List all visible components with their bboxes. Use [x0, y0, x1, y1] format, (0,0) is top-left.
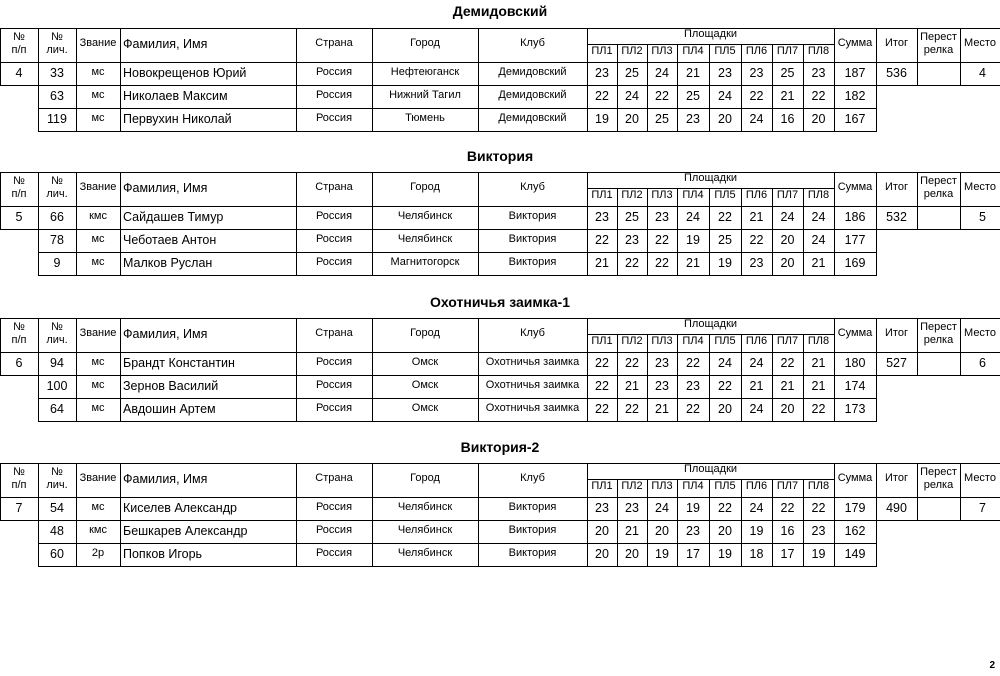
city: Магнитогорск — [390, 256, 460, 268]
site-score: 22 — [686, 356, 700, 370]
header-site-label: ПЛ1 — [591, 335, 613, 347]
country: Россия — [315, 256, 353, 268]
header-label: Клуб — [520, 472, 545, 484]
license-number: 63 — [50, 89, 64, 103]
header-site-label: ПЛ1 — [591, 189, 613, 201]
site-score: 23 — [686, 379, 700, 393]
site-score: 22 — [718, 379, 732, 393]
city: Нижний Тагил — [389, 89, 461, 101]
team-total: 536 — [886, 66, 907, 80]
header-label: Итог — [885, 472, 908, 484]
header-site-label: ПЛ8 — [807, 335, 830, 347]
header-site-label: ПЛ8 — [807, 45, 830, 57]
site-score: 21 — [625, 379, 639, 393]
site-score: 20 — [780, 233, 795, 247]
site-score: 20 — [811, 112, 826, 126]
header-label: Страна — [315, 327, 353, 339]
athlete-name: Зернов Василий — [123, 379, 219, 393]
site-score: 19 — [595, 112, 609, 126]
header-site-label: ПЛ2 — [621, 45, 643, 57]
header-site-label: ПЛ5 — [714, 480, 736, 492]
header-label: Площадки — [683, 318, 738, 330]
site-score: 22 — [718, 501, 732, 515]
header-label: Сумма — [837, 181, 873, 193]
country: Россия — [315, 233, 353, 245]
city: Челябинск — [397, 210, 453, 222]
site-score: 21 — [595, 256, 609, 270]
rank: мс — [91, 112, 105, 124]
team-number: 4 — [15, 66, 23, 80]
site-score: 23 — [811, 66, 826, 80]
city: Челябинск — [397, 501, 453, 513]
site-score: 25 — [718, 233, 732, 247]
club: Демидовский — [498, 112, 567, 124]
shootoff — [917, 502, 960, 516]
header-site-label: ПЛ1 — [591, 480, 613, 492]
license-number: 60 — [50, 547, 64, 561]
score-sum: 182 — [844, 89, 866, 103]
score-sum: 187 — [844, 66, 866, 80]
team-title: Охотничья заимка-1 — [429, 294, 570, 310]
score-sum: 179 — [844, 501, 866, 515]
header-label: Звание — [79, 472, 117, 484]
site-score: 21 — [749, 379, 764, 393]
header-label: Город — [410, 472, 440, 484]
site-score: 23 — [686, 112, 700, 126]
site-score: 24 — [655, 66, 669, 80]
place: 7 — [979, 501, 986, 515]
license-number: 9 — [53, 256, 61, 270]
header-label: Сумма — [837, 37, 873, 49]
header-label: Страна — [315, 181, 353, 193]
license-number: 48 — [50, 524, 64, 538]
header-label: Фамилия, Имя — [123, 472, 208, 486]
site-score: 24 — [749, 356, 764, 370]
site-score: 25 — [655, 112, 669, 126]
site-score: 20 — [625, 547, 639, 561]
score-sum: 167 — [844, 112, 866, 126]
site-score: 16 — [780, 112, 795, 126]
site-score: 23 — [595, 501, 609, 515]
header-label: Итог — [885, 37, 908, 49]
site-score: 21 — [686, 256, 700, 270]
site-score: 23 — [595, 66, 609, 80]
header-label: Итог — [885, 181, 908, 193]
site-score: 22 — [686, 402, 700, 416]
rank: кмс — [89, 210, 107, 222]
header-site-label: ПЛ4 — [682, 335, 704, 347]
header-site-label: ПЛ3 — [651, 189, 673, 201]
site-score: 19 — [718, 547, 732, 561]
header-site-label: ПЛ2 — [621, 335, 643, 347]
license-number: 78 — [50, 233, 64, 247]
club: Виктория — [508, 547, 557, 559]
site-score: 19 — [718, 256, 732, 270]
header-label: Сумма — [837, 327, 873, 339]
site-score: 20 — [780, 402, 795, 416]
athlete-name: Новокрещенов Юрий — [123, 66, 247, 80]
header-label: Площадки — [683, 172, 738, 184]
site-score: 21 — [811, 256, 826, 270]
rank: мс — [91, 356, 105, 368]
site-score: 23 — [595, 210, 609, 224]
site-score: 21 — [780, 379, 795, 393]
score-sum: 173 — [844, 402, 866, 416]
site-score: 20 — [718, 402, 732, 416]
team-number: 6 — [15, 356, 23, 370]
site-score: 22 — [655, 256, 669, 270]
header-label: Перест релка — [920, 466, 957, 491]
site-score: 20 — [625, 112, 639, 126]
site-score: 17 — [686, 547, 700, 561]
athlete-name: Николаев Максим — [123, 89, 228, 103]
header-site-label: ПЛ2 — [621, 480, 643, 492]
site-score: 20 — [718, 524, 732, 538]
club: Демидовский — [498, 89, 567, 101]
site-score: 19 — [749, 524, 764, 538]
site-score: 24 — [718, 356, 732, 370]
score-sum: 174 — [844, 379, 866, 393]
header-label: Место — [964, 327, 996, 339]
site-score: 22 — [625, 256, 639, 270]
header-site-label: ПЛ4 — [682, 189, 704, 201]
site-score: 20 — [780, 256, 795, 270]
site-score: 25 — [625, 210, 639, 224]
shootoff — [917, 211, 960, 225]
license-number: 64 — [50, 402, 64, 416]
city: Омск — [411, 402, 439, 414]
header-label: № п/п — [11, 175, 27, 200]
site-score: 22 — [595, 356, 609, 370]
header-label: Звание — [79, 37, 117, 49]
site-score: 25 — [686, 89, 700, 103]
header-site-label: ПЛ5 — [714, 189, 736, 201]
site-score: 22 — [749, 233, 764, 247]
header-label: Страна — [315, 472, 353, 484]
site-score: 21 — [655, 402, 669, 416]
site-score: 23 — [686, 524, 700, 538]
page-number: 2 — [989, 660, 995, 671]
team-title: Виктория — [466, 148, 534, 164]
site-score: 19 — [811, 547, 826, 561]
header-site-label: ПЛ3 — [651, 335, 673, 347]
header-site-label: ПЛ6 — [745, 335, 768, 347]
team-number: 5 — [15, 210, 23, 224]
site-score: 23 — [655, 379, 669, 393]
site-score: 22 — [780, 356, 795, 370]
header-label: Площадки — [683, 28, 738, 40]
header-label: Город — [410, 327, 440, 339]
athlete-name: Малков Руслан — [123, 256, 213, 270]
header-site-label: ПЛ8 — [807, 189, 830, 201]
country: Россия — [315, 66, 353, 78]
header-site-label: ПЛ5 — [714, 45, 736, 57]
site-score: 21 — [625, 524, 639, 538]
header-label: № п/п — [11, 466, 27, 491]
site-score: 24 — [749, 112, 764, 126]
header-label: Клуб — [520, 37, 545, 49]
header-label: № п/п — [11, 321, 27, 346]
header-label: Перест релка — [920, 321, 957, 346]
country: Россия — [315, 379, 353, 391]
club: Охотничья заимка — [485, 402, 580, 414]
header-site-label: ПЛ3 — [651, 480, 673, 492]
header-label: Место — [964, 472, 996, 484]
club: Виктория — [508, 524, 557, 536]
rank: мс — [91, 379, 105, 391]
country: Россия — [315, 210, 353, 222]
site-score: 23 — [625, 233, 639, 247]
header-label: Место — [964, 181, 996, 193]
site-score: 23 — [625, 501, 639, 515]
site-score: 24 — [780, 210, 795, 224]
header-label: Фамилия, Имя — [123, 181, 208, 195]
header-label: № лич. — [46, 31, 68, 56]
header-site-label: ПЛ6 — [745, 45, 768, 57]
site-score: 23 — [749, 66, 764, 80]
site-score: 22 — [749, 89, 764, 103]
team-total: 532 — [886, 210, 907, 224]
score-sum: 177 — [844, 233, 866, 247]
header-label: Город — [410, 181, 440, 193]
header-label: Клуб — [520, 181, 545, 193]
country: Россия — [315, 524, 353, 536]
site-score: 22 — [811, 402, 826, 416]
site-score: 22 — [811, 89, 826, 103]
site-score: 21 — [749, 210, 764, 224]
site-score: 24 — [811, 210, 826, 224]
athlete-name: Авдошин Артем — [123, 402, 216, 416]
header-label: Звание — [79, 327, 117, 339]
rank: мс — [91, 256, 105, 268]
site-score: 22 — [595, 89, 609, 103]
site-score: 20 — [595, 547, 609, 561]
header-label: Фамилия, Имя — [123, 327, 208, 341]
place: 4 — [979, 66, 986, 80]
site-score: 17 — [780, 547, 795, 561]
header-site-label: ПЛ6 — [745, 189, 768, 201]
city: Тюмень — [405, 112, 445, 124]
site-score: 20 — [655, 524, 669, 538]
score-sum: 149 — [844, 547, 866, 561]
rank: 2р — [91, 547, 105, 559]
header-site-label: ПЛ2 — [621, 189, 643, 201]
header-label: Место — [964, 37, 996, 49]
header-label: Клуб — [520, 327, 545, 339]
site-score: 24 — [749, 501, 764, 515]
site-score: 18 — [749, 547, 764, 561]
license-number: 54 — [50, 501, 64, 515]
athlete-name: Бешкарев Александр — [123, 524, 248, 538]
site-score: 19 — [686, 501, 700, 515]
team-title: Демидовский — [452, 3, 548, 19]
header-site-label: ПЛ7 — [776, 45, 799, 57]
site-score: 23 — [655, 356, 669, 370]
header-site-label: ПЛ6 — [745, 480, 768, 492]
header-label: Перест релка — [920, 175, 957, 200]
country: Россия — [315, 501, 353, 513]
club: Виктория — [508, 233, 557, 245]
header-label: Площадки — [683, 463, 738, 475]
rank: мс — [91, 66, 105, 78]
athlete-name: Первухин Николай — [123, 112, 232, 126]
shootoff — [917, 357, 960, 371]
header-label: Сумма — [837, 472, 873, 484]
site-score: 22 — [655, 233, 669, 247]
score-sum: 162 — [844, 524, 866, 538]
athlete-name: Брандт Константин — [123, 356, 235, 370]
site-score: 22 — [780, 501, 795, 515]
header-label: Страна — [315, 37, 353, 49]
site-score: 24 — [655, 501, 669, 515]
header-label: № п/п — [11, 31, 27, 56]
header-label: Итог — [885, 327, 908, 339]
header-site-label: ПЛ8 — [807, 480, 830, 492]
club: Виктория — [508, 256, 557, 268]
site-score: 19 — [686, 233, 700, 247]
site-score: 22 — [595, 233, 609, 247]
athlete-name: Киселев Александр — [123, 501, 237, 515]
site-score: 24 — [718, 89, 732, 103]
header-label: Перест релка — [920, 31, 957, 56]
city: Омск — [411, 356, 439, 368]
site-score: 20 — [595, 524, 609, 538]
site-score: 21 — [811, 356, 826, 370]
score-sum: 186 — [844, 210, 866, 224]
city: Челябинск — [397, 233, 453, 245]
header-site-label: ПЛ7 — [776, 189, 799, 201]
rank: мс — [91, 89, 105, 101]
header-site-label: ПЛ3 — [651, 45, 673, 57]
site-score: 24 — [625, 89, 639, 103]
site-score: 25 — [625, 66, 639, 80]
header-label: № лич. — [46, 321, 68, 346]
license-number: 66 — [50, 210, 64, 224]
license-number: 94 — [50, 356, 64, 370]
shootoff — [917, 67, 960, 81]
header-label: Фамилия, Имя — [123, 37, 208, 51]
header-site-label: ПЛ7 — [776, 480, 799, 492]
team-title: Виктория-2 — [460, 439, 540, 455]
country: Россия — [315, 112, 353, 124]
header-label: № лич. — [46, 466, 68, 491]
city: Нефтеюганск — [390, 66, 460, 78]
site-score: 23 — [811, 524, 826, 538]
header-label: № лич. — [46, 175, 68, 200]
team-number: 7 — [15, 501, 23, 515]
header-site-label: ПЛ5 — [714, 335, 736, 347]
header-label: Звание — [79, 181, 117, 193]
site-score: 21 — [780, 89, 795, 103]
header-site-label: ПЛ4 — [682, 45, 704, 57]
site-score: 22 — [811, 501, 826, 515]
score-sum: 180 — [844, 356, 866, 370]
site-score: 21 — [811, 379, 826, 393]
club: Охотничья заимка — [485, 379, 580, 391]
site-score: 22 — [625, 402, 639, 416]
license-number: 33 — [50, 66, 64, 80]
athlete-name: Сайдашев Тимур — [123, 210, 224, 224]
site-score: 22 — [655, 89, 669, 103]
place: 6 — [979, 356, 986, 370]
club: Демидовский — [498, 66, 567, 78]
city: Челябинск — [397, 524, 453, 536]
club: Виктория — [508, 210, 557, 222]
header-label: Город — [410, 37, 440, 49]
country: Россия — [315, 89, 353, 101]
site-score: 21 — [686, 66, 700, 80]
site-score: 16 — [780, 524, 795, 538]
rank: мс — [91, 233, 105, 245]
header-site-label: ПЛ7 — [776, 335, 799, 347]
license-number: 119 — [47, 112, 67, 126]
site-score: 22 — [595, 402, 609, 416]
site-score: 22 — [718, 210, 732, 224]
site-score: 24 — [749, 402, 764, 416]
country: Россия — [315, 547, 353, 559]
place: 5 — [979, 210, 986, 224]
rank: кмс — [89, 524, 107, 536]
club: Виктория — [508, 501, 557, 513]
city: Челябинск — [397, 547, 453, 559]
header-site-label: ПЛ4 — [682, 480, 704, 492]
site-score: 22 — [595, 379, 609, 393]
club: Охотничья заимка — [485, 356, 580, 368]
site-score: 20 — [718, 112, 732, 126]
site-score: 23 — [749, 256, 764, 270]
site-score: 19 — [655, 547, 669, 561]
rank: мс — [91, 402, 105, 414]
site-score: 25 — [780, 66, 795, 80]
score-sum: 169 — [844, 256, 866, 270]
site-score: 23 — [718, 66, 732, 80]
site-score: 22 — [625, 356, 639, 370]
country: Россия — [315, 402, 353, 414]
team-total: 527 — [886, 356, 907, 370]
team-total: 490 — [886, 501, 907, 515]
athlete-name: Попков Игорь — [123, 547, 203, 561]
athlete-name: Чеботаев Антон — [123, 233, 217, 247]
country: Россия — [315, 356, 353, 368]
site-score: 24 — [686, 210, 700, 224]
city: Омск — [411, 379, 439, 391]
rank: мс — [91, 501, 105, 513]
header-site-label: ПЛ1 — [591, 45, 613, 57]
license-number: 100 — [46, 379, 68, 393]
site-score: 23 — [655, 210, 669, 224]
site-score: 24 — [811, 233, 826, 247]
